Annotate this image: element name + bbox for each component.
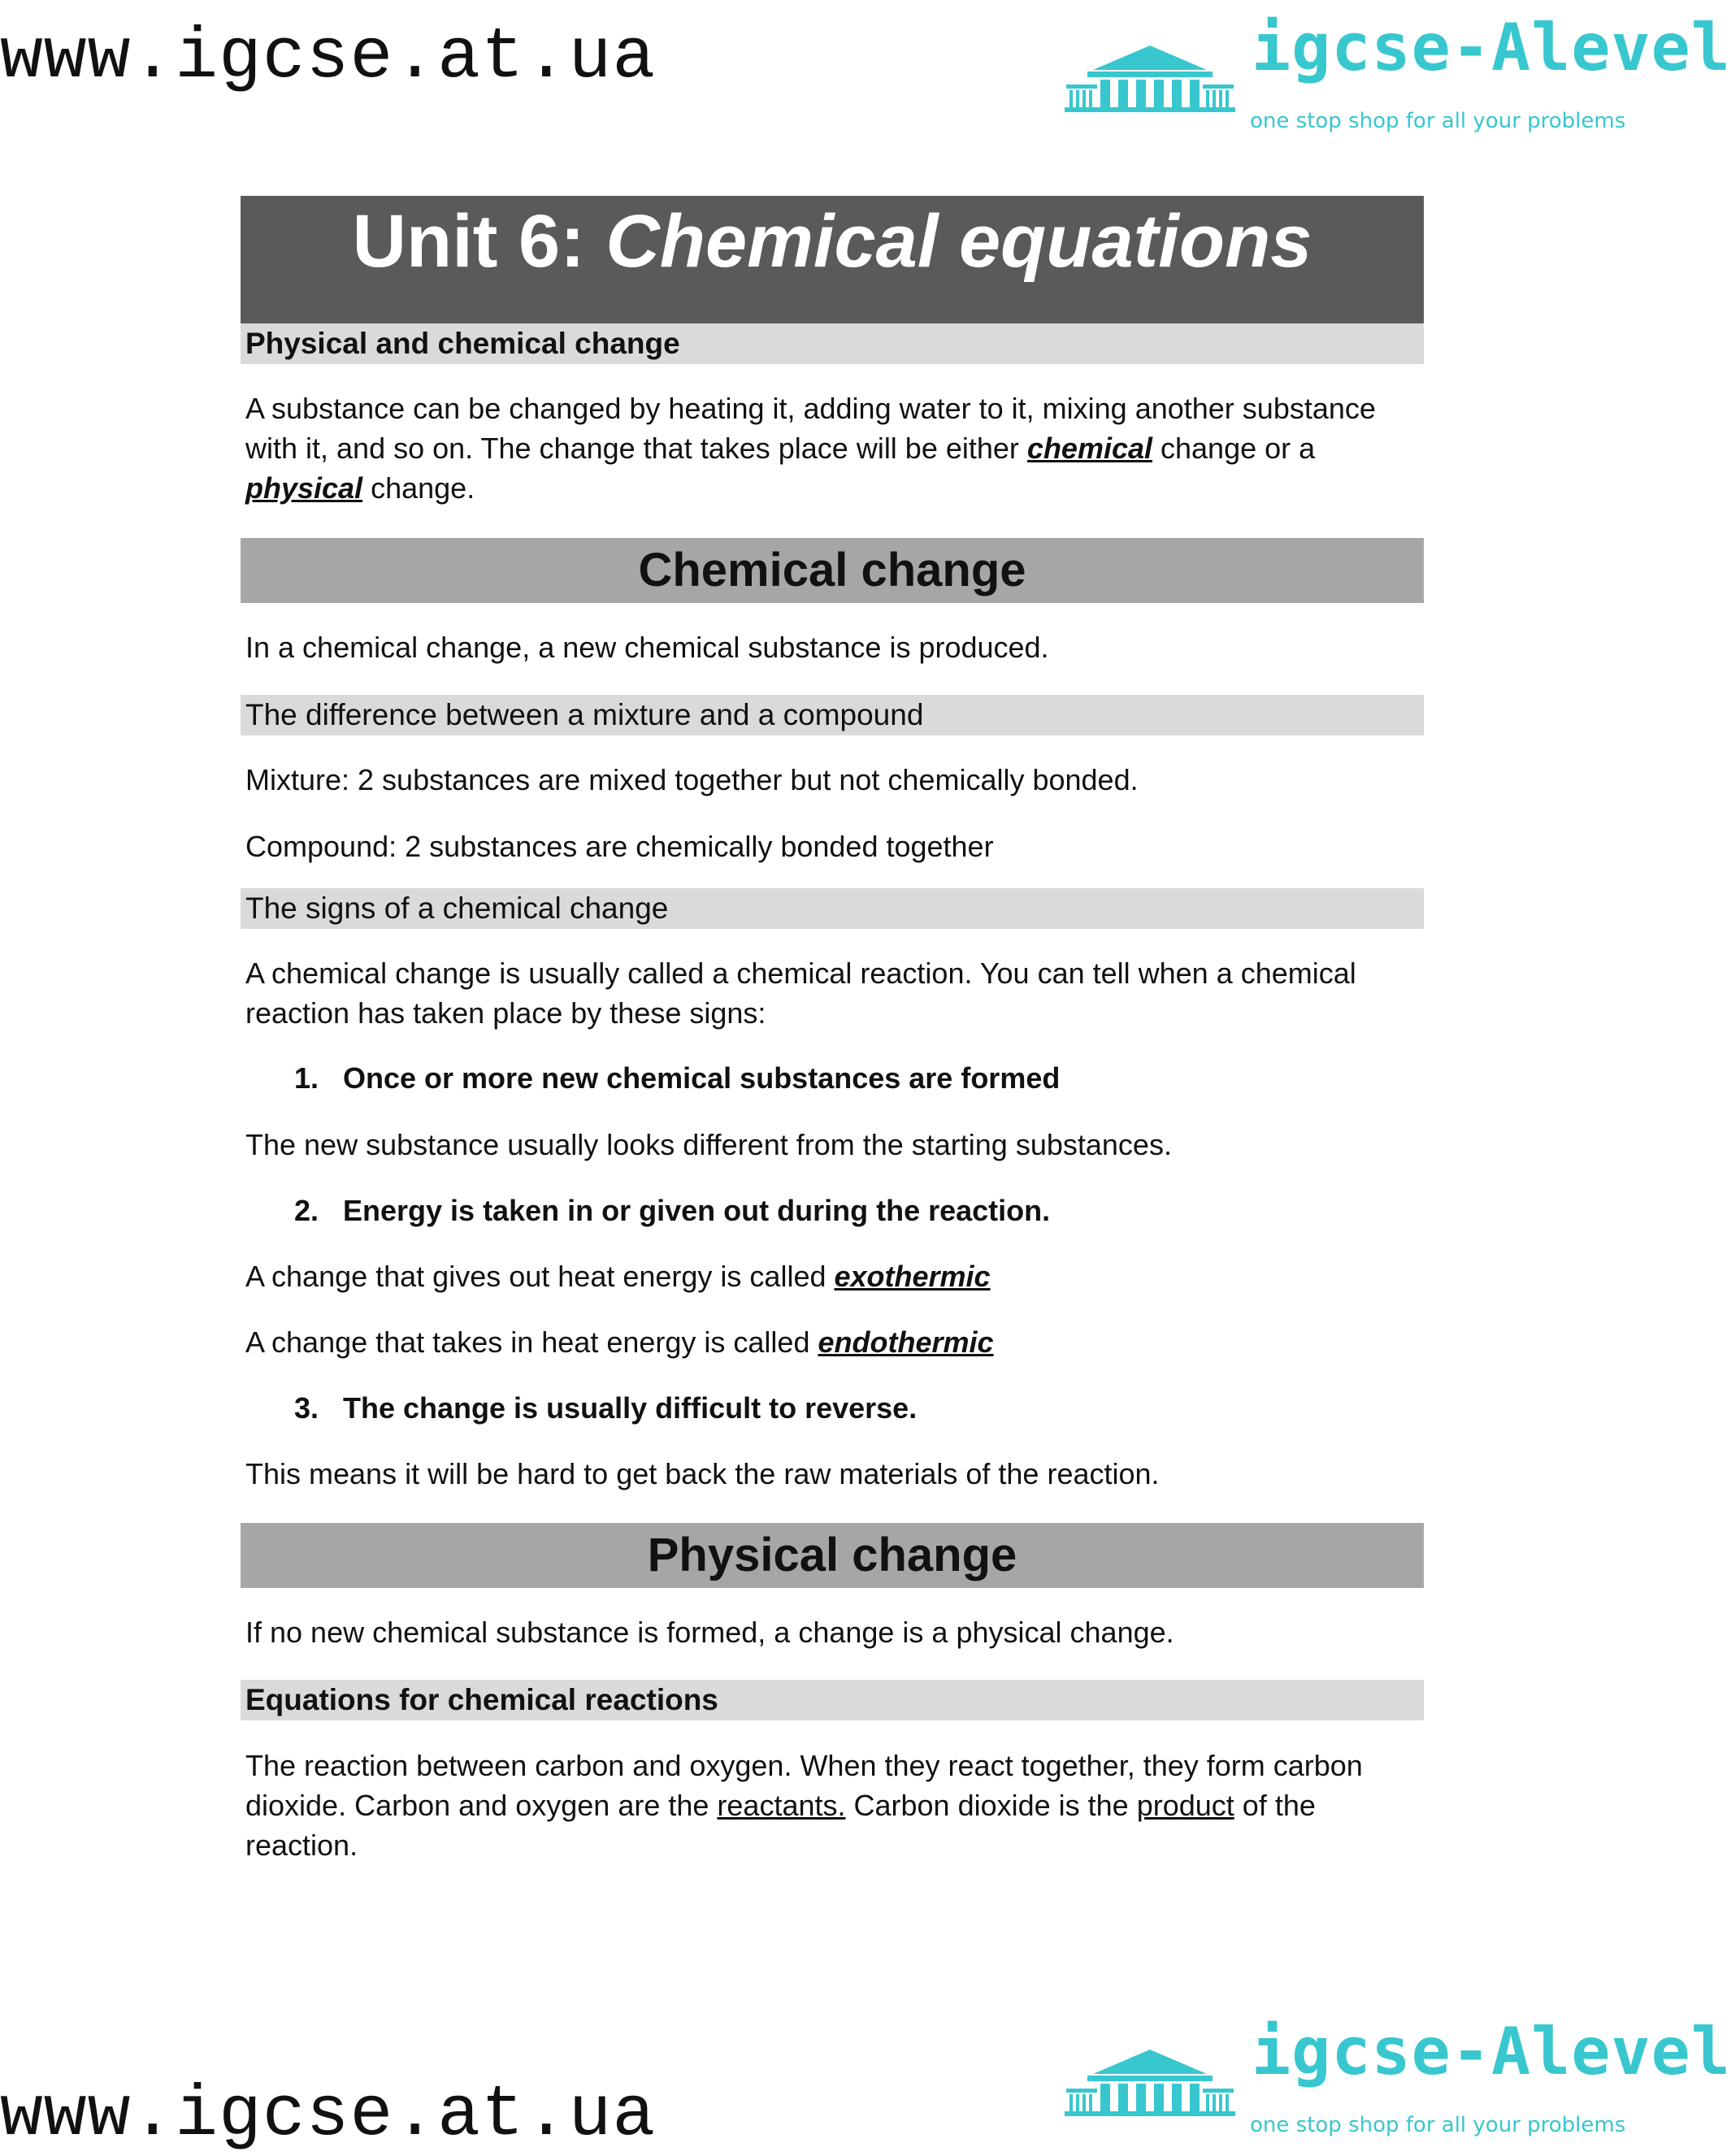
heading-physical-change: Physical change <box>241 1523 1424 1588</box>
heading-physical-and-chemical-change: Physical and chemical change <box>241 323 1424 364</box>
paragraph-mixture: Mixture: 2 substances are mixed together but not chemically bonded. <box>245 763 1139 796</box>
list-item-sign-1: 1. Once or more new chemical substances are formed <box>294 1061 1061 1095</box>
museum-building-icon <box>1065 2043 1235 2116</box>
paragraph-signs-intro: A chemical change is usually called a chemical reaction. You can tell when a chemical reaction has taken place by these signs: <box>245 957 1356 1030</box>
paragraph-sign-3: This means it will be hard to get back the raw materials of the reaction. <box>245 1457 1160 1490</box>
term-physical: physical <box>245 471 363 505</box>
document-body <box>241 196 1424 1865</box>
brand-name: igcse-Alevel <box>1252 10 1731 85</box>
heading-mixture-vs-compound: The difference between a mixture and a compound <box>241 695 1424 735</box>
brand-slogan: one stop shop for all your problems <box>1250 109 1626 133</box>
paragraph-equations: The reaction between carbon and oxygen. When they react together, they form carbon dioxide. Carbon and oxygen are the reactants. Carbon dioxide is the product of the reaction. <box>245 1749 1363 1862</box>
title-prefix: Unit 6: <box>352 200 606 283</box>
page-title <box>241 196 1424 323</box>
paragraph-compound: Compound: 2 substances are chemically bonded together <box>245 830 994 863</box>
paragraph-exothermic: A change that gives out heat energy is called exothermic <box>245 1260 991 1293</box>
brand-name: igcse-Alevel <box>1252 2014 1731 2089</box>
paragraph-chemical-change: In a chemical change, a new chemical substance is produced. <box>245 631 1049 664</box>
paragraph-sign-1: The new substance usually looks different from the starting substances. <box>245 1128 1172 1161</box>
term-endothermic: endothermic <box>818 1325 994 1359</box>
site-url-header: www.igcse.at.ua <box>0 18 657 98</box>
site-url-footer: www.igcse.at.ua <box>0 2076 657 2156</box>
title-italic: Chemical equations <box>605 200 1312 283</box>
museum-building-icon <box>1065 39 1235 112</box>
term-reactants: reactants. <box>717 1789 846 1822</box>
list-item-sign-3: 3. The change is usually difficult to reverse. <box>294 1391 918 1425</box>
brand-footer <box>1048 2014 1731 2144</box>
term-product: product <box>1136 1789 1234 1822</box>
list-item-sign-2: 2. Energy is taken in or given out during the reaction. <box>294 1194 1051 1227</box>
paragraph-endothermic: A change that takes in heat energy is called endothermic <box>245 1325 994 1359</box>
brand-slogan: one stop shop for all your problems <box>1250 2113 1626 2137</box>
brand-header <box>1048 10 1731 140</box>
heading-equations: Equations for chemical reactions <box>241 1680 1424 1720</box>
heading-chemical-change: Chemical change <box>241 538 1424 603</box>
heading-signs-of-chemical-change: The signs of a chemical change <box>241 888 1424 929</box>
paragraph-intro: A substance can be changed by heating it, adding water to it, mixing another substance with it, and so on. The change that takes place will be either chemical change or a physical change. <box>245 392 1376 505</box>
term-chemical: chemical <box>1026 432 1153 465</box>
term-exothermic: exothermic <box>834 1260 991 1293</box>
paragraph-physical-change: If no new chemical substance is formed, a change is a physical change. <box>245 1616 1174 1649</box>
